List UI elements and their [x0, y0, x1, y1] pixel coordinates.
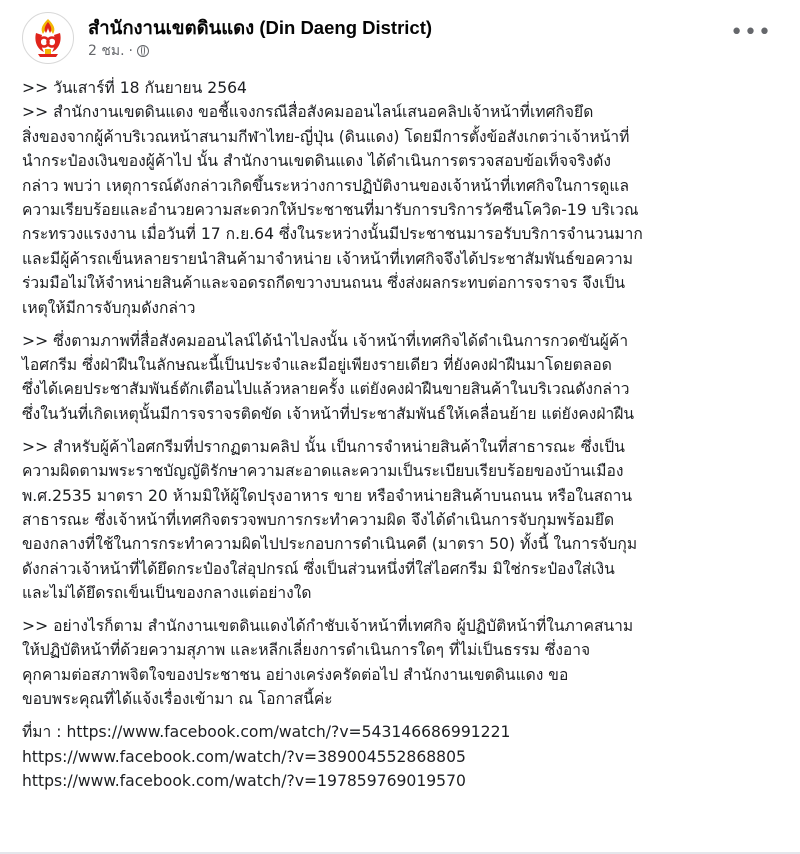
post-paragraph-3: >> สำหรับผู้ค้าไอศกรีมที่ปรากฏตามคลิป นั้น เป็นการจำหน่ายสินค้าในที่สาธารณะ ซึ่งเป็น ความผิดตามพระราชบัญญัติรักษาความสะอาดและความเป็นระเบียบเรียบร้อยของบ้านเมือง พ.ศ.2535 มาตรา 20 ห้ามมิให้ผู้ใดปรุงอาหาร ขาย หรือจำหน่ายสินค้าบนถนน หรือในสถาน สาธารณะ ซึ่งเจ้าหน้าที่เทศกิจตรวจพบการกระทำความผิด จึงได้ดำเนินการจับกุมพร้อมยึด ของกลางที่ใช้ในการกระทำความผิดไปประกอบการดำเนินคดี (มาตรา 50) ทั้งนี้ ในการจับกุม ดังกล่าวเจ้าหน้าที่ได้ยึดกระป๋องใส่อุปกรณ์ ซึ่งเป็นส่วนหนึ่งที่ใส่ไอศกรีม มิใช่กระป๋องใส่เงิน และไม่ได้ยึดรถเข็นเป็นของกลางแต่อย่างใด: [22, 437, 638, 603]
globe-icon: [137, 45, 149, 57]
post-time[interactable]: 2 ชม.: [88, 43, 125, 59]
post-meta: [88, 40, 149, 62]
source-link-2[interactable]: https://www.facebook.com/watch/?v=389004552868805: [22, 747, 466, 766]
source-link-3[interactable]: https://www.facebook.com/watch/?v=197859769019570: [22, 771, 466, 790]
post-sources: [22, 720, 784, 793]
page-name[interactable]: สำนักงานเขตดินแดง (Din Daeng District): [88, 17, 433, 38]
source-link-1[interactable]: https://www.facebook.com/watch/?v=543146686991221: [66, 723, 511, 742]
post-body: [22, 76, 784, 793]
post-header: [22, 10, 778, 64]
source-prefix: ที่มา :: [22, 723, 67, 742]
post-paragraph-2: >> ซึ่งตามภาพที่สื่อสังคมออนไลน์ได้นำไปลงนั้น เจ้าหน้าที่เทศกิจได้ดำเนินการกวดขันผู้ค้า ไอศกรีม ซึ่งฝ่าฝืนในลักษณะนี้เป็นประจำและมีอยู่เพียงรายเดียว ที่ยังคงฝ่าฝืนมาโดยตลอด ซึ่งได้เคยประชาสัมพันธ์ตักเตือนไปแล้วหลายครั้ง แต่ยังคงฝ่าฝืนขายสินค้าในบริเวณดังกล่าว ซึ่งในวันที่เกิดเหตุนั้นมีการจราจรติดขัด เจ้าหน้าที่ประชาสัมพันธ์ให้เคลื่อนย้าย แต่ยังคงฝ่าฝืน: [22, 331, 635, 423]
more-options-icon[interactable]: •••: [730, 20, 772, 45]
post-paragraph-4: >> อย่างไรก็ตาม สำนักงานเขตดินแดงได้กำชับเจ้าหน้าที่เทศกิจ ผู้ปฏิบัติหน้าที่ในภาคสนาม ให้ปฏิบัติหน้าที่ด้วยความสุภาพ และหลีกเลี่ยงการดำเนินการใดๆ ที่ไม่เป็นธรรม ซึ่งอาจ คุกคามต่อสภาพจิตใจของประชาชน อย่างเคร่งครัดต่อไป สำนักงานเขตดินแดง ขอ ขอบพระคุณที่ได้แจ้งเรื่องเข้ามา ณ โอกาสนี้ค่ะ: [22, 617, 634, 709]
page-avatar[interactable]: [22, 12, 74, 64]
din-daeng-logo-icon: [23, 13, 73, 63]
post-paragraph-1: >> สำนักงานเขตดินแดง ขอชี้แจงกรณีสื่อสังคมออนไลน์เสนอคลิปเจ้าหน้าที่เทศกิจยึด สิ่งของจากผู้ค้าบริเวณหน้าสนามกีฬาไทย-ญี่ปุ่น (ดินแดง) โดยมีการตั้งข้อสังเกตว่าเจ้าหน้าที่ นำกระป๋องเงินของผู้ค้าไป นั้น สำนักงานเขตดินแดง ได้ดำเนินการตรวจสอบข้อเท็จจริงดัง กล่าว พบว่า เหตุการณ์ดังกล่าวเกิดขึ้นระหว่างการปฏิบัติงานของเจ้าหน้าที่เทศกิจในการดูแล ความเรียบร้อยและอำนวยความสะดวกให้ประชาชนที่มารับการบริการวัคซีนโควิด-19 บริเวณ กระทรวงแรงงาน เมื่อวันที่ 17 ก.ย.64 ซึ่งในระหว่างนั้นมีประชาชนมารอรับบริการจำนวนมาก และมีผู้ค้ารถเข็นหลายรายนำสินค้ามาจำหน่าย เจ้าหน้าที่เทศกิจจึงได้ประชาสัมพันธ์ขอความ ร่วมมือไม่ให้จำหน่ายสินค้าและจอดรถกีดขวางบนถนน ซึ่งส่งผลกระทบต่อการจราจร จึงเป็น เหตุให้มีการจับกุมดังกล่าว: [22, 103, 643, 317]
meta-separator: ·: [128, 43, 133, 59]
post-date-line: >> วันเสาร์ที่ 18 กันยายน 2564: [22, 79, 247, 97]
